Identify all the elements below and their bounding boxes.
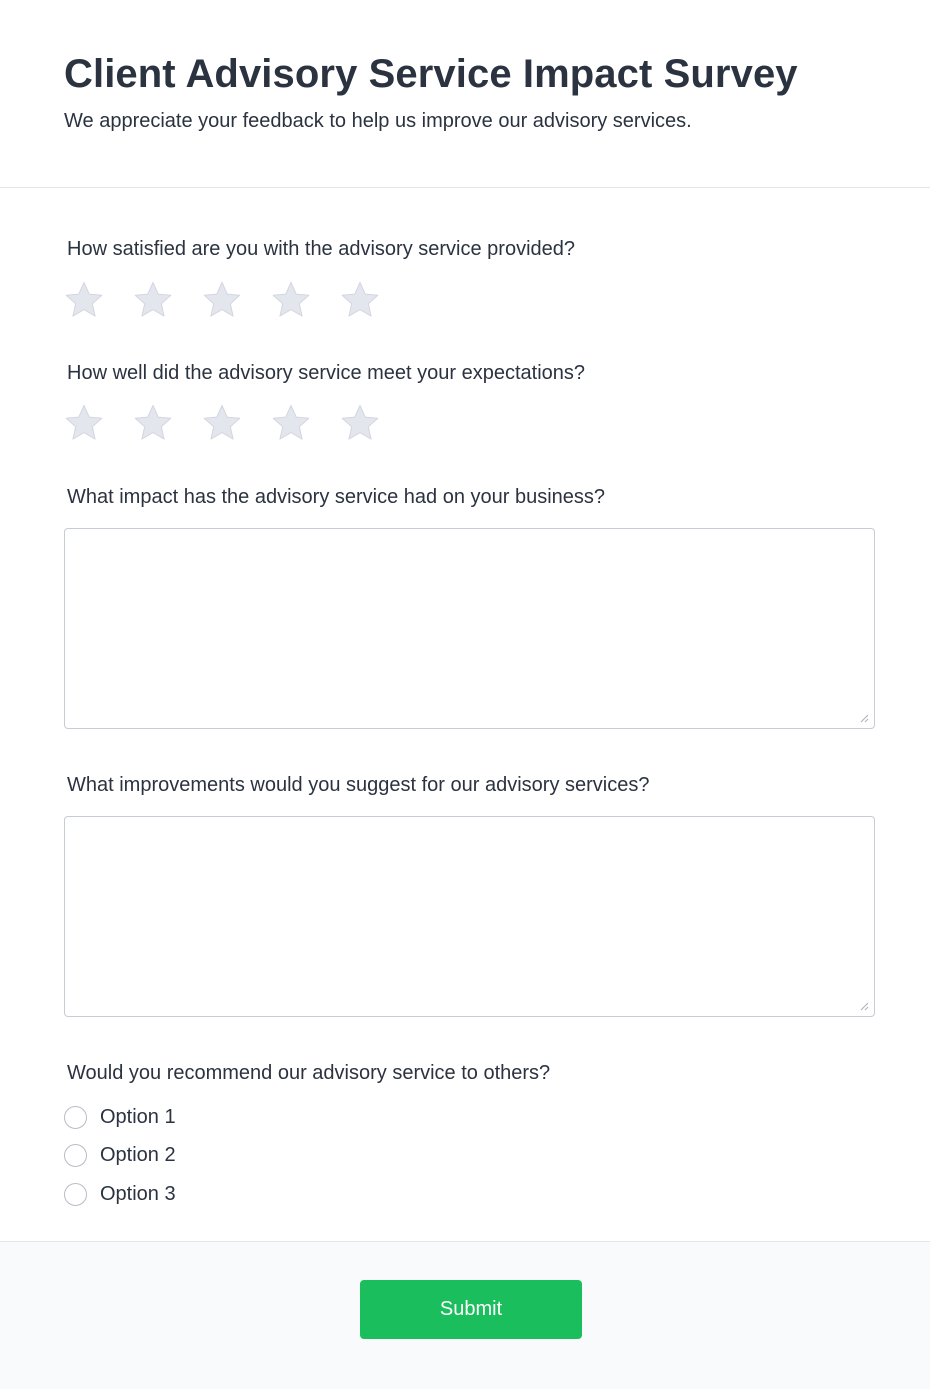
radio-label: Option 2 <box>100 1143 176 1166</box>
improvements-textarea[interactable] <box>64 816 875 1017</box>
question-recommend-label: Would you recommend our advisory service to others? <box>67 1062 551 1084</box>
star-icon[interactable] <box>271 280 311 320</box>
recommend-option-1[interactable] <box>64 1104 176 1130</box>
survey-header <box>0 0 930 188</box>
recommend-option-3[interactable] <box>64 1181 176 1207</box>
submit-button[interactable]: Submit <box>360 1280 582 1339</box>
radio-label: Option 1 <box>100 1105 176 1128</box>
question-expectations-label: How well did the advisory service meet your expectations? <box>67 362 586 384</box>
star-icon[interactable] <box>271 403 311 443</box>
resize-grip-icon[interactable] <box>859 1001 869 1011</box>
question-satisfaction-label: How satisfied are you with the advisory service provided? <box>67 238 576 260</box>
star-icon[interactable] <box>202 403 242 443</box>
radio-button[interactable] <box>64 1183 87 1206</box>
page-subtitle: We appreciate your feedback to help us improve our advisory services. <box>64 110 692 132</box>
question-improvements-label: What improvements would you suggest for our advisory services? <box>67 774 650 796</box>
star-icon[interactable] <box>202 280 242 320</box>
question-impact-label: What impact has the advisory service had on your business? <box>67 486 606 508</box>
resize-grip-icon[interactable] <box>859 713 869 723</box>
radio-button[interactable] <box>64 1144 87 1167</box>
star-icon[interactable] <box>340 280 380 320</box>
radio-button[interactable] <box>64 1106 87 1129</box>
radio-label: Option 3 <box>100 1182 176 1205</box>
star-icon[interactable] <box>133 403 173 443</box>
star-icon[interactable] <box>64 403 104 443</box>
recommend-option-2[interactable] <box>64 1142 176 1168</box>
expectations-rating <box>64 403 409 443</box>
impact-textarea[interactable] <box>64 528 875 729</box>
page-title: Client Advisory Service Impact Survey <box>64 52 798 96</box>
satisfaction-rating <box>64 280 409 320</box>
star-icon[interactable] <box>340 403 380 443</box>
star-icon[interactable] <box>64 280 104 320</box>
star-icon[interactable] <box>133 280 173 320</box>
